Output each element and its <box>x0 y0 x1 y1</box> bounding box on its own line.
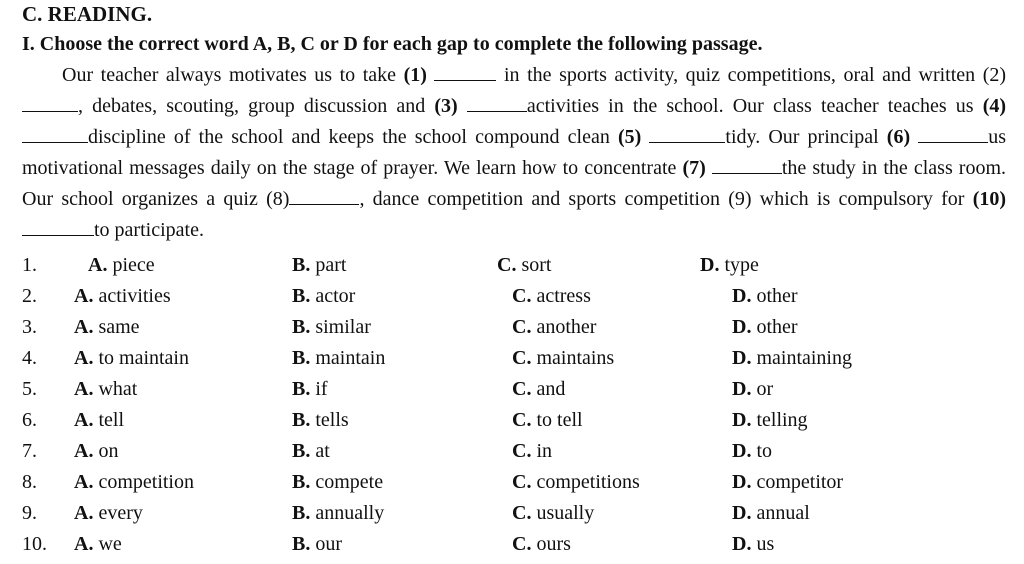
option-letter: D. <box>732 440 752 462</box>
answer-option[interactable] <box>512 533 571 556</box>
gap-number: (6) <box>886 126 911 148</box>
answer-option[interactable] <box>732 440 772 463</box>
option-letter: A. <box>74 409 94 431</box>
option-letter: A. <box>74 502 94 524</box>
answer-option[interactable] <box>512 409 583 432</box>
option-text: part <box>315 254 347 276</box>
gap-blank-5 <box>649 125 725 143</box>
gap-blank-4 <box>22 125 88 143</box>
answer-option[interactable] <box>74 471 194 494</box>
answer-option[interactable] <box>74 440 118 463</box>
option-letter: A. <box>74 378 94 400</box>
gap-number: (1) <box>403 64 427 86</box>
answer-option[interactable] <box>74 502 143 525</box>
section-title: C. READING. <box>22 2 153 26</box>
answer-option[interactable] <box>292 409 349 432</box>
option-letter: B. <box>292 378 311 400</box>
option-letter: B. <box>292 285 311 307</box>
answer-option[interactable] <box>512 316 596 339</box>
option-text: another <box>536 316 597 338</box>
option-text: every <box>98 502 143 524</box>
option-text: actor <box>315 285 356 307</box>
question-row <box>22 436 1022 467</box>
answer-option[interactable] <box>732 347 852 370</box>
answer-option[interactable] <box>292 502 384 525</box>
option-text: same <box>98 316 140 338</box>
option-text: sort <box>521 254 552 276</box>
answer-option[interactable] <box>512 378 565 401</box>
option-letter: C. <box>512 347 532 369</box>
passage-text: us motivational messages daily on the stage of prayer. We learn how to concentrate <box>22 126 1007 179</box>
option-letter: C. <box>512 316 532 338</box>
passage-text: discipline of the school and keeps the school compound clean <box>88 126 610 148</box>
question-number: 4. <box>22 347 37 369</box>
gap-number: (5) <box>617 126 642 148</box>
option-letter: A. <box>74 471 94 493</box>
option-text: if <box>315 378 328 400</box>
answer-option[interactable] <box>292 254 346 277</box>
gap-blank-2 <box>22 94 78 112</box>
question-number: 8. <box>22 471 37 493</box>
option-letter: C. <box>512 440 532 462</box>
answer-option[interactable] <box>512 440 552 463</box>
option-text: type <box>724 254 759 276</box>
option-letter: C. <box>512 285 532 307</box>
question-number: 5. <box>22 378 37 400</box>
option-letter: A. <box>74 316 94 338</box>
answer-option[interactable] <box>732 502 810 525</box>
option-text: piece <box>112 254 155 276</box>
instruction-text: I. Choose the correct word A, B, C or D for each gap to complete the following passage. <box>22 33 763 55</box>
question-row <box>22 529 1022 560</box>
gap-blank-3 <box>467 94 527 112</box>
answer-option[interactable] <box>292 347 385 370</box>
option-letter: B. <box>292 440 311 462</box>
answer-option[interactable] <box>292 285 355 308</box>
answer-option[interactable] <box>732 316 798 339</box>
option-letter: A. <box>88 254 108 276</box>
question-number: 6. <box>22 409 37 431</box>
passage-text: , debates, scouting, group discussion and <box>78 95 426 117</box>
option-text: tell <box>98 409 124 431</box>
answer-option[interactable] <box>292 440 330 463</box>
option-text: or <box>756 378 774 400</box>
passage-text: activities in the school. Our class teacher teaches us <box>526 95 974 117</box>
option-text: maintains <box>536 347 615 369</box>
option-letter: B. <box>292 533 311 555</box>
answer-option[interactable] <box>292 378 328 401</box>
option-letter: A. <box>74 533 94 555</box>
option-letter: D. <box>732 409 752 431</box>
gap-number: (7) <box>682 157 706 179</box>
gap-number: (2) <box>982 64 1007 86</box>
answer-option[interactable] <box>512 347 614 370</box>
option-letter: C. <box>512 378 532 400</box>
answer-option[interactable] <box>292 471 383 494</box>
question-number: 7. <box>22 440 37 462</box>
passage-text: Our teacher always motivates us to take <box>62 64 397 86</box>
passage-text: to participate. <box>94 219 204 241</box>
gap-number: (8) <box>266 188 290 210</box>
option-text: we <box>98 533 122 555</box>
gap-number: (10) <box>972 188 1007 210</box>
gap-blank-1 <box>434 63 496 81</box>
question-number: 2. <box>22 285 37 307</box>
question-row <box>22 250 1022 281</box>
option-letter: C. <box>497 254 517 276</box>
option-letter: D. <box>732 285 752 307</box>
option-letter: B. <box>292 471 311 493</box>
question-row <box>22 343 1022 374</box>
answer-option[interactable] <box>74 378 137 401</box>
answer-option[interactable] <box>497 254 551 277</box>
answer-option[interactable] <box>732 471 843 494</box>
answer-option[interactable] <box>74 316 140 339</box>
option-letter: B. <box>292 254 311 276</box>
gap-blank-7 <box>712 156 782 174</box>
option-letter: D. <box>732 471 752 493</box>
answer-option[interactable] <box>88 254 155 277</box>
option-letter: B. <box>292 347 311 369</box>
option-letter: C. <box>512 502 532 524</box>
answer-option[interactable] <box>732 533 774 556</box>
option-text: maintaining <box>756 347 852 369</box>
option-letter: A. <box>74 285 94 307</box>
answer-options <box>22 250 1022 560</box>
option-text: what <box>98 378 138 400</box>
question-number: 3. <box>22 316 37 338</box>
option-letter: D. <box>700 254 720 276</box>
option-text: competition <box>98 471 194 493</box>
option-text: at <box>315 440 330 462</box>
answer-option[interactable] <box>732 409 808 432</box>
question-row <box>22 312 1022 343</box>
question-row <box>22 467 1022 498</box>
option-text: usually <box>536 502 595 524</box>
question-number: 9. <box>22 502 37 524</box>
answer-option[interactable] <box>292 316 371 339</box>
reading-passage <box>22 60 1006 246</box>
question-row <box>22 374 1022 405</box>
option-text: on <box>98 440 119 462</box>
option-letter: A. <box>74 347 94 369</box>
answer-option[interactable] <box>700 254 759 277</box>
option-text: to maintain <box>98 347 189 369</box>
answer-option[interactable] <box>512 471 640 494</box>
option-text: activities <box>98 285 171 307</box>
question-row <box>22 405 1022 436</box>
option-text: us <box>756 533 775 555</box>
option-text: maintain <box>315 347 386 369</box>
option-letter: C. <box>512 409 532 431</box>
answer-option[interactable] <box>732 285 798 308</box>
answer-option[interactable] <box>74 533 122 556</box>
option-letter: A. <box>74 440 94 462</box>
answer-option[interactable] <box>512 285 591 308</box>
gap-number: (3) <box>434 95 458 117</box>
answer-option[interactable] <box>74 409 124 432</box>
passage-text: tidy. Our principal <box>725 126 879 148</box>
option-text: and <box>536 378 566 400</box>
option-text: our <box>315 533 343 555</box>
option-letter: D. <box>732 347 752 369</box>
gap-blank-6 <box>918 125 988 143</box>
option-letter: B. <box>292 316 311 338</box>
answer-option[interactable] <box>292 533 342 556</box>
option-text: in <box>536 440 553 462</box>
gap-blank-8 <box>289 187 359 205</box>
option-letter: C. <box>512 533 532 555</box>
option-text: other <box>756 285 798 307</box>
answer-option[interactable] <box>512 502 594 525</box>
option-text: tells <box>315 409 349 431</box>
option-letter: D. <box>732 316 752 338</box>
option-text: similar <box>315 316 371 338</box>
question-row <box>22 498 1022 529</box>
option-text: competitions <box>536 471 640 493</box>
passage-text: the study in the class room. Our school organizes a quiz <box>22 157 1007 210</box>
option-text: to tell <box>536 409 583 431</box>
question-row <box>22 281 1022 312</box>
answer-option[interactable] <box>74 285 171 308</box>
gap-blank-10 <box>22 218 94 236</box>
option-text: competitor <box>756 471 844 493</box>
question-number: 1. <box>22 254 37 276</box>
option-text: compete <box>315 471 384 493</box>
option-text: annually <box>315 502 385 524</box>
option-letter: B. <box>292 502 311 524</box>
answer-option[interactable] <box>732 378 773 401</box>
question-number: 10. <box>22 533 47 555</box>
answer-option[interactable] <box>74 347 189 370</box>
option-text: telling <box>756 409 808 431</box>
gap-number: (4) <box>982 95 1007 117</box>
option-text: ours <box>536 533 571 555</box>
option-letter: D. <box>732 502 752 524</box>
passage-text: , dance competition and sports competition (9) which is compulsory for <box>359 188 965 210</box>
option-text: annual <box>756 502 810 524</box>
option-letter: B. <box>292 409 311 431</box>
option-text: other <box>756 316 798 338</box>
option-letter: D. <box>732 378 752 400</box>
passage-text: in the sports activity, quiz competitions, oral and written <box>504 64 976 86</box>
option-letter: C. <box>512 471 532 493</box>
option-letter: D. <box>732 533 752 555</box>
option-text: to <box>756 440 773 462</box>
option-text: actress <box>536 285 591 307</box>
